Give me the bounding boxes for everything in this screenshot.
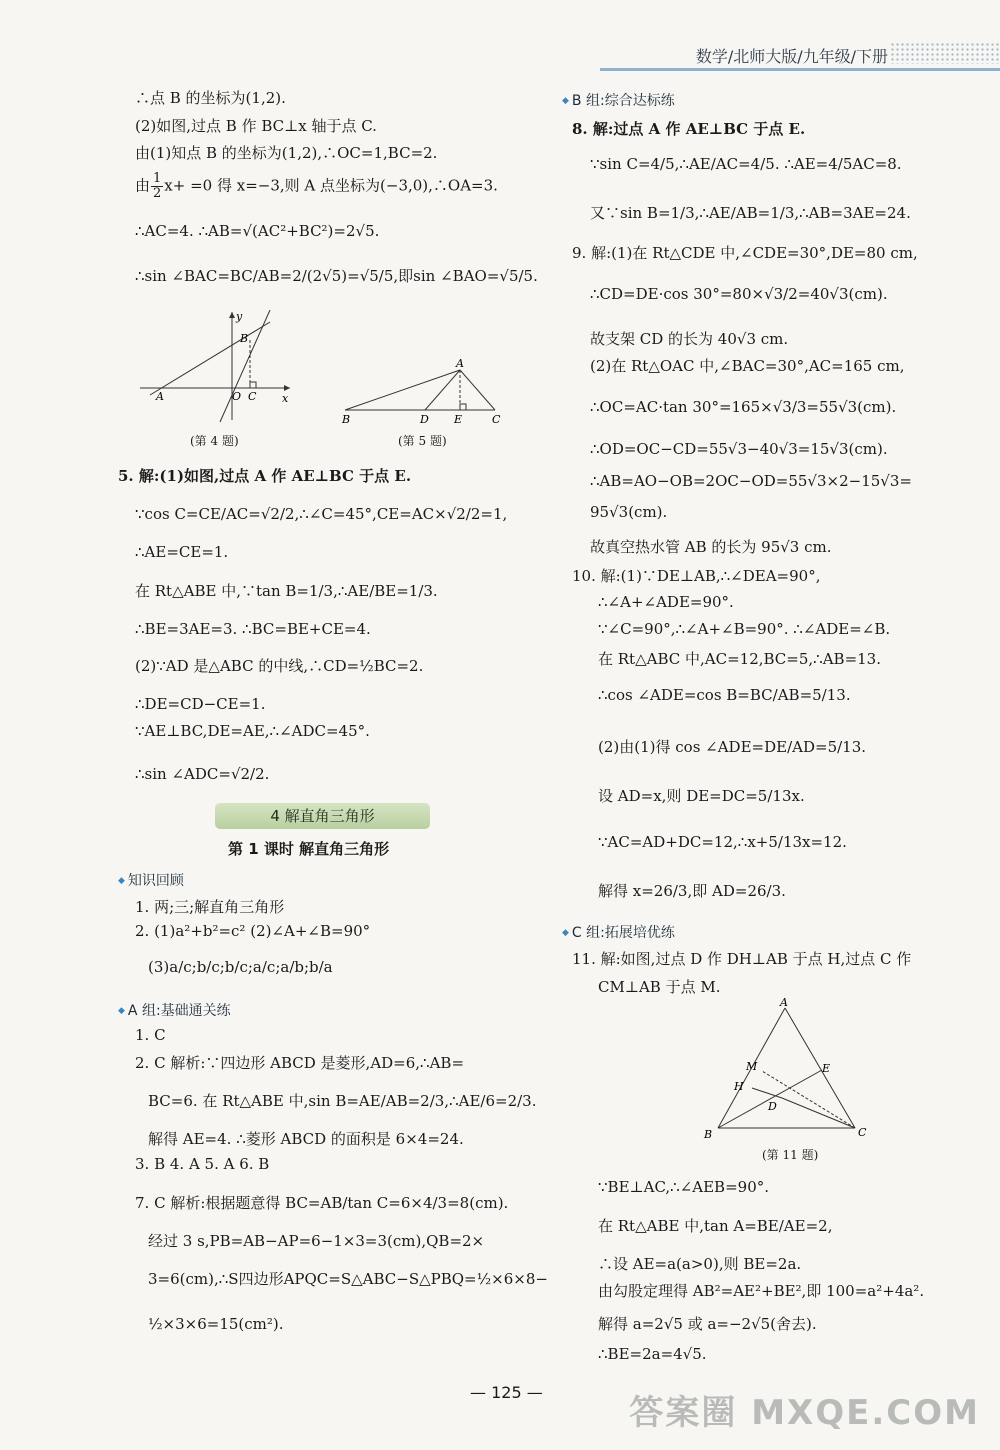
svg-text:E: E [822, 1062, 831, 1075]
q5-heading: 5. 解:(1)如图,过点 A 作 AE⊥BC 于点 E. [118, 467, 412, 485]
line: 故支架 CD 的长为 40√3 cm. [590, 330, 789, 348]
line: ∴sin ∠ADC=√2/2. [135, 765, 270, 783]
line: ∴DE=CD−CE=1. [135, 695, 266, 713]
line: (2)在 Rt△OAC 中,∠BAC=30°,AC=165 cm, [590, 357, 905, 375]
line: ∴设 AE=a(a>0),则 BE=2a. [598, 1255, 802, 1273]
svg-text:A: A [156, 390, 164, 403]
lesson-title: 第 1 课时 解直角三角形 [228, 840, 390, 858]
line: ∴cos ∠ADE=cos B=BC/AB=5/13. [598, 686, 851, 704]
line: 由(1)知点 B 的坐标为(1,2),∴OC=1,BC=2. [135, 144, 438, 162]
svg-text:B: B [704, 1128, 713, 1141]
line: 在 Rt△ABC 中,AC=12,BC=5,∴AB=13. [598, 650, 881, 668]
line: ∵AC=AD+DC=12,∴x+5/13x=12. [598, 833, 847, 851]
line: 11. 解:如图,过点 D 作 DH⊥AB 于点 H,过点 C 作 [572, 950, 912, 968]
line: ∴CD=DE·cos 30°=80×√3/2=40√3(cm). [590, 285, 888, 303]
svg-text:E: E [454, 413, 463, 426]
section-label: ◆ C 组:拓展培优练 [562, 922, 675, 942]
line: 3=6(cm),∴S四边形APQC=S△ABC−S△PBQ=½×6×8− [148, 1270, 548, 1288]
line: BC=6. 在 Rt△ABE 中,sin B=AE/AB=2/3,∴AE/6=2/3. [148, 1092, 537, 1110]
line: ∵∠C=90°,∴∠A+∠B=90°. ∴∠ADE=∠B. [598, 620, 891, 638]
line: 经过 3 s,PB=AB−AP=6−1×3=3(cm),QB=2× [148, 1232, 485, 1250]
line: CM⊥AB 于点 M. [598, 978, 721, 996]
line: 1. 两;三;解直角三角形 [135, 898, 285, 916]
header-rule [600, 68, 1000, 71]
line: 10. 解:(1)∵DE⊥AB,∴∠DEA=90°, [572, 567, 821, 585]
line: 1. C [135, 1026, 166, 1044]
line: (2)由(1)得 cos ∠ADE=DE/AD=5/13. [598, 738, 867, 756]
header-dots [890, 42, 1000, 64]
line: ∴OC=AC·tan 30°=165×√3/3=55√3(cm). [590, 398, 897, 416]
line: ∵BE⊥AC,∴∠AEB=90°. [598, 1178, 770, 1196]
line: 在 Rt△ABE 中,∵tan B=1/3,∴AE/BE=1/3. [135, 582, 438, 600]
line: (2)∵AD 是△ABC 的中线,∴CD=½BC=2. [135, 657, 424, 675]
line: 解得 a=2√5 或 a=−2√5(舍去). [598, 1315, 817, 1333]
line: ∴BE=3AE=3. ∴BC=BE+CE=4. [135, 620, 371, 638]
svg-text:A: A [780, 998, 788, 1009]
section-title: 4 解直角三角形 [215, 803, 430, 829]
line: 由勾股定理得 AB²=AE²+BE²,即 100=a²+4a². [598, 1282, 925, 1300]
header-title: 数学/北师大版/九年级/下册 [695, 47, 888, 66]
line: 2. (1)a²+b²=c² (2)∠A+∠B=90° [135, 922, 371, 940]
svg-text:y: y [236, 310, 243, 323]
line: ∴AC=4. ∴AB=√(AC²+BC²)=2√5. [135, 222, 380, 240]
figure-4 [140, 310, 300, 425]
line: 解得 AE=4. ∴菱形 ABCD 的面积是 6×4=24. [148, 1130, 464, 1148]
figure-11 [700, 998, 880, 1143]
line: ∵cos C=CE/AC=√2/2,∴∠C=45°,CE=AC×√2/2=1, [135, 505, 508, 523]
line: ½×3×6=15(cm²). [148, 1315, 284, 1333]
svg-text:C: C [858, 1126, 867, 1139]
line: 又∵sin B=1/3,∴AE/AB=1/3,∴AB=3AE=24. [590, 204, 911, 222]
svg-text:D: D [420, 413, 429, 426]
svg-text:C: C [248, 390, 257, 403]
svg-text:x: x [282, 392, 289, 405]
line: ∵AE⊥BC,DE=AE,∴∠ADC=45°. [135, 722, 370, 740]
line: ∴∠A+∠ADE=90°. [598, 593, 734, 611]
line: ∴sin ∠BAC=BC/AB=2/(2√5)=√5/5,即sin ∠BAO=√5/5. [135, 267, 538, 285]
q8-heading: 8. 解:过点 A 作 AE⊥BC 于点 E. [572, 120, 806, 138]
svg-text:M: M [746, 1060, 758, 1073]
line: 95√3(cm). [590, 503, 668, 521]
line: 故真空热水管 AB 的长为 95√3 cm. [590, 538, 832, 556]
line: 在 Rt△ABE 中,tan A=BE/AE=2, [598, 1217, 833, 1235]
page-number: — 125 — [470, 1383, 543, 1402]
svg-text:D: D [768, 1100, 777, 1113]
caption: (第 5 题) [398, 434, 447, 448]
line: ∴点 B 的坐标为(1,2). [135, 89, 286, 107]
line: ∴AB=AO−OB=2OC−OD=55√3×2−15√3= [590, 472, 912, 490]
section-label: ◆ A 组:基础通关练 [118, 1000, 231, 1020]
svg-text:C: C [492, 413, 501, 426]
watermark: 答案圈 MXQE.COM [629, 1393, 980, 1433]
section-label: ◆ 知识回顾 [118, 870, 184, 890]
line: 9. 解:(1)在 Rt△CDE 中,∠CDE=30°,DE=80 cm, [572, 244, 918, 262]
svg-text:B: B [240, 332, 249, 345]
line: ∴AE=CE=1. [135, 543, 229, 561]
line: 解得 x=26/3,即 AD=26/3. [598, 882, 786, 900]
svg-text:B: B [342, 413, 351, 426]
section-label: ◆ B 组:综合达标练 [562, 90, 675, 110]
line: ∴OD=OC−CD=55√3−40√3=15√3(cm). [590, 440, 888, 458]
svg-text:H: H [734, 1080, 744, 1093]
line: ∴BE=2a=4√5. [598, 1345, 707, 1363]
line: (2)如图,过点 B 作 BC⊥x 轴于点 C. [135, 117, 377, 135]
line: ∵sin C=4/5,∴AE/AC=4/5. ∴AE=4/5AC=8. [590, 155, 902, 173]
line: (3)a/c;b/c;b/c;a/c;a/b;b/a [148, 958, 333, 976]
line: 2. C 解析:∵四边形 ABCD 是菱形,AD=6,∴AB= [135, 1054, 465, 1072]
svg-text:O: O [232, 390, 242, 403]
line: 3. B 4. A 5. A 6. B [135, 1155, 270, 1173]
caption: (第 11 题) [762, 1148, 819, 1162]
line-l4: 由 $\frac{1}{2}$ x+ =0 得 x=−3,则 A 点坐标为(−3,0),∴OA=3. [135, 171, 498, 201]
figure-5 [340, 355, 510, 430]
svg-text:A: A [456, 357, 464, 370]
line: 7. C 解析:根据题意得 BC=AB/tan C=6×4/3=8(cm). [135, 1194, 509, 1212]
line: 设 AD=x,则 DE=DC=5/13x. [598, 787, 805, 805]
caption: (第 4 题) [190, 434, 239, 448]
